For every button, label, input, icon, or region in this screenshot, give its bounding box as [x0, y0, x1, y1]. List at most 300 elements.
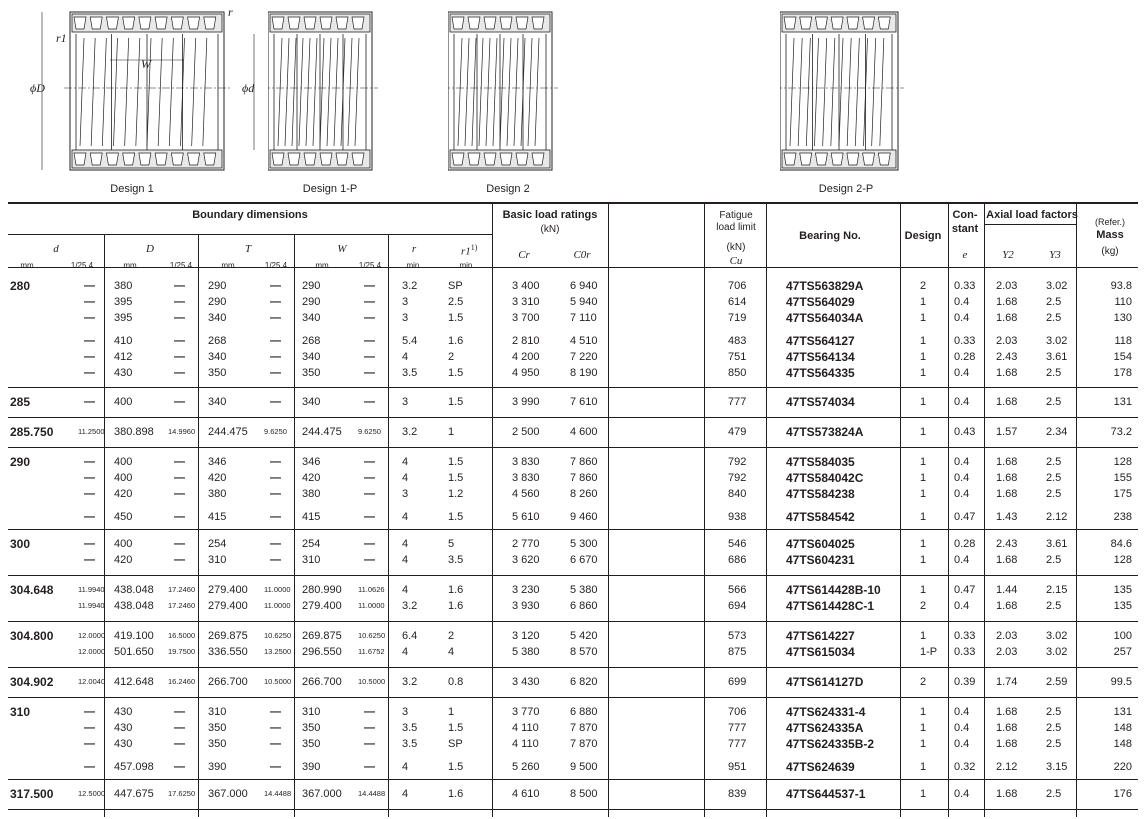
cell: 9 460 [570, 511, 598, 523]
cell: — [84, 472, 95, 484]
cell: — [364, 738, 375, 750]
cell: 0.4 [954, 488, 970, 500]
cell: 1.5 [448, 472, 464, 484]
cell: 350 [302, 722, 321, 734]
cell: 310 [208, 706, 227, 718]
cell: 3 [402, 488, 409, 500]
cell: 350 [302, 738, 321, 750]
cell: 1.68 [996, 788, 1018, 800]
cell: 3 [402, 706, 409, 718]
cell: — [174, 456, 185, 468]
cell: 279.400 [208, 584, 248, 596]
cell: 7 870 [570, 722, 598, 734]
header-mass: Mass [1096, 229, 1124, 241]
cell: 3.2 [402, 600, 418, 612]
table-row [8, 486, 1138, 502]
cell: 47TS614127D [786, 675, 864, 689]
cell: — [174, 351, 185, 363]
cell: 0.43 [954, 426, 976, 438]
label-bore-diameter: ϕd [242, 81, 255, 95]
cell: 11.0000 [264, 601, 291, 610]
cell: 4 560 [512, 488, 540, 500]
cell: 3 930 [512, 600, 540, 612]
cell: 4 200 [512, 351, 540, 363]
cell: 430 [114, 738, 133, 750]
cell: 9.6250 [264, 427, 287, 436]
cell: 9.6250 [358, 427, 381, 436]
cell: 2.03 [996, 280, 1018, 292]
cell: 0.47 [954, 584, 976, 596]
cell: 11.6752 [358, 647, 385, 656]
cell: 367.000 [208, 788, 248, 800]
cell: 244.475 [302, 426, 342, 438]
cell: 47TS624331-4 [786, 705, 866, 719]
cell: 3.5 [402, 367, 418, 379]
cell: 1.57 [996, 426, 1018, 438]
table-row [8, 278, 1138, 294]
cell: 380.898 [114, 426, 154, 438]
cell: 0.4 [954, 738, 970, 750]
cell: 2.5 [1046, 488, 1062, 500]
cell: 2.59 [1046, 676, 1068, 688]
cell: 1 [920, 312, 927, 324]
table-row [8, 424, 1138, 440]
header-r-min: min. [406, 261, 422, 270]
cell: 410 [114, 335, 133, 347]
cell: — [270, 335, 281, 347]
cell: — [270, 396, 281, 408]
cell: 135 [1113, 600, 1132, 612]
table-row [8, 394, 1138, 410]
bore-diameter-mm: 304.648 [10, 583, 54, 597]
cell: 2.5 [1046, 456, 1062, 468]
cell: 1.68 [996, 722, 1018, 734]
cell: 7 610 [570, 396, 598, 408]
cell: 875 [728, 646, 747, 658]
cell: — [364, 554, 375, 566]
cell: 290 [302, 280, 321, 292]
cell: 420 [114, 488, 133, 500]
cell: 686 [728, 554, 747, 566]
cell: — [364, 722, 375, 734]
table-row [8, 454, 1138, 470]
cell: 4 [402, 511, 409, 523]
cell: 2.43 [996, 351, 1018, 363]
cell: 2.5 [1046, 600, 1062, 612]
cell: 13.2500 [264, 647, 292, 656]
cell: 5 940 [570, 296, 598, 308]
cell: 47TS614428B-10 [786, 583, 881, 597]
table-body [8, 268, 1138, 817]
bore-group [8, 698, 1138, 780]
header-r: r [411, 243, 417, 255]
cell: 176 [1113, 788, 1132, 800]
cell: 4 [402, 584, 409, 596]
bore-diameter-mm: 304.800 [10, 629, 54, 643]
cell: — [364, 472, 375, 484]
design-2p-drawing [780, 8, 1030, 180]
cell: 420 [114, 554, 133, 566]
cell: 47TS563829A [786, 279, 864, 293]
cell: 2.34 [1046, 426, 1068, 438]
cell: 3 400 [512, 280, 540, 292]
cell: 3 770 [512, 706, 540, 718]
header-constant-2: stant [951, 223, 979, 235]
cell: — [84, 738, 95, 750]
cell: 47TS584042C [786, 471, 864, 485]
cell: 5 [448, 538, 455, 550]
cell: 17.2460 [168, 585, 196, 594]
cell: 47TS564134 [786, 350, 855, 364]
cell: 573 [728, 630, 747, 642]
cell: SP [448, 738, 463, 750]
cell: 3 830 [512, 472, 540, 484]
cell: 1 [920, 738, 927, 750]
cell: 706 [728, 280, 747, 292]
cell: — [270, 554, 281, 566]
cell: 0.47 [954, 511, 976, 523]
cell: — [174, 280, 185, 292]
cell: 10.6250 [358, 631, 386, 640]
caption-design-2p: Design 2-P [818, 183, 874, 195]
cell: 3.2 [402, 676, 418, 688]
cell: 694 [728, 600, 747, 612]
cell: 719 [728, 312, 747, 324]
cell: 850 [728, 367, 747, 379]
cell: — [84, 335, 95, 347]
cell: 1.2 [448, 488, 464, 500]
cell: 420 [302, 472, 321, 484]
cell: 0.4 [954, 396, 970, 408]
cell: 2.5 [1046, 706, 1062, 718]
cell: 5.4 [402, 335, 418, 347]
cell: 483 [728, 335, 747, 347]
cell: 47TS604231 [786, 553, 855, 567]
cell: — [364, 367, 375, 379]
bore-diameter-mm: 280 [10, 279, 31, 293]
cell: 4 [402, 554, 409, 566]
cell: — [364, 511, 375, 523]
cell: 8 190 [570, 367, 598, 379]
header-boundary-dimensions: Boundary dimensions [192, 209, 308, 221]
cell: — [84, 538, 95, 550]
cell: 0.33 [954, 335, 976, 347]
cell: 412 [114, 351, 133, 363]
cell: 47TS614428C-1 [786, 599, 875, 613]
bore-group [8, 388, 1138, 418]
cell: — [270, 296, 281, 308]
cell: — [84, 706, 95, 718]
cell: 3 [402, 296, 409, 308]
cell: 2.5 [1046, 472, 1062, 484]
cell: 438.048 [114, 600, 154, 612]
cell: — [364, 396, 375, 408]
cell: 14.9960 [168, 427, 196, 436]
cell: 777 [728, 738, 747, 750]
cell: 268 [302, 335, 321, 347]
header-c0r: C0r [573, 249, 591, 261]
cell: — [84, 296, 95, 308]
header-W: W [337, 243, 347, 255]
cell: 47TS573824A [786, 425, 864, 439]
cell: 415 [302, 511, 321, 523]
cell: 777 [728, 722, 747, 734]
cell: 47TS624639 [786, 760, 855, 774]
cell: 395 [114, 312, 133, 324]
header-cr: Cr [518, 249, 530, 261]
cell: 566 [728, 584, 747, 596]
cell: 6 670 [570, 554, 598, 566]
cell: 1.68 [996, 367, 1018, 379]
cell: 3 830 [512, 456, 540, 468]
table-row [8, 470, 1138, 486]
bore-diameter-mm: 304.902 [10, 675, 54, 689]
cell: 3 310 [512, 296, 540, 308]
cell: 16.2460 [168, 677, 196, 686]
cell: 131 [1113, 396, 1132, 408]
cell: 155 [1113, 472, 1132, 484]
cell: — [84, 554, 95, 566]
cell: 310 [302, 554, 321, 566]
cell: 1.68 [996, 456, 1018, 468]
cell: 1.5 [448, 722, 464, 734]
table-row [8, 704, 1138, 720]
cell: — [270, 351, 281, 363]
cell: 269.875 [302, 630, 342, 642]
cell: 1.68 [996, 706, 1018, 718]
caption-design-1p: Design 1-P [302, 183, 358, 195]
cell: 390 [208, 761, 227, 773]
cell: 10.6250 [264, 631, 292, 640]
cell: 268 [208, 335, 227, 347]
cell: 0.4 [954, 456, 970, 468]
cell: 839 [728, 788, 747, 800]
cell: 11.9940 [78, 601, 105, 610]
cell: 1.68 [996, 554, 1018, 566]
cell: 5 420 [570, 630, 598, 642]
cell: 4 [402, 761, 409, 773]
cell: 4 [402, 646, 409, 658]
cell: — [364, 706, 375, 718]
cell: 1 [448, 426, 455, 438]
cell: 751 [728, 351, 747, 363]
cell: 350 [302, 367, 321, 379]
cell: — [174, 472, 185, 484]
cell: 7 220 [570, 351, 598, 363]
cell: 346 [208, 456, 227, 468]
cell: — [270, 722, 281, 734]
cell: 1.74 [996, 676, 1018, 688]
cell: 135 [1113, 584, 1132, 596]
cell: — [84, 488, 95, 500]
cell: 290 [302, 296, 321, 308]
table-header [8, 202, 1138, 268]
cell: 1.5 [448, 456, 464, 468]
cell: 1 [920, 351, 927, 363]
cell: 4 [402, 351, 409, 363]
cell: 430 [114, 367, 133, 379]
cell: 2.15 [1046, 584, 1068, 596]
cell: — [174, 738, 185, 750]
cell: 1.68 [996, 312, 1018, 324]
table-row [8, 310, 1138, 326]
header-D: D [146, 243, 154, 255]
cell: 47TS604025 [786, 537, 855, 551]
cell: 3 [402, 312, 409, 324]
cell: 1 [920, 761, 927, 773]
cell: — [364, 312, 375, 324]
cell: 5 300 [570, 538, 598, 550]
cell: 5 380 [512, 646, 540, 658]
cell: — [174, 367, 185, 379]
cell: — [270, 472, 281, 484]
cell: — [84, 722, 95, 734]
cell: 6 820 [570, 676, 598, 688]
cell: 4 950 [512, 367, 540, 379]
cell: 14.4488 [358, 789, 386, 798]
cell: 178 [1113, 367, 1132, 379]
cell: 7 860 [570, 472, 598, 484]
cell: 2 810 [512, 335, 540, 347]
cell: 457.098 [114, 761, 154, 773]
cell: 2.5 [448, 296, 464, 308]
cell: — [174, 396, 185, 408]
header-basic-load-ratings: Basic load ratings [502, 209, 598, 221]
cell: 1 [920, 788, 927, 800]
cell: 310 [302, 706, 321, 718]
cell: 0.4 [954, 706, 970, 718]
cell: 175 [1113, 488, 1132, 500]
cell: 1.68 [996, 488, 1018, 500]
cell: — [270, 280, 281, 292]
cell: 400 [114, 538, 133, 550]
header-D-inch: 1/25.4 [169, 261, 193, 270]
cell: 0.33 [954, 646, 976, 658]
cell: 269.875 [208, 630, 248, 642]
cell: — [84, 396, 95, 408]
cell: 3.2 [402, 280, 418, 292]
cell: 4 [402, 538, 409, 550]
cell: 0.28 [954, 538, 976, 550]
header-fatigue-unit: (kN) [726, 242, 746, 253]
cell: 447.675 [114, 788, 154, 800]
bore-diameter-mm: 285 [10, 395, 31, 409]
cell: 2.5 [1046, 738, 1062, 750]
cell: 2.03 [996, 630, 1018, 642]
table-row [8, 509, 1138, 525]
cell: 47TS564034A [786, 311, 864, 325]
cell: — [174, 511, 185, 523]
header-T: T [244, 243, 252, 255]
cell: 2.5 [1046, 554, 1062, 566]
cell: 1 [920, 488, 927, 500]
table-row [8, 294, 1138, 310]
cell: 8 500 [570, 788, 598, 800]
label-outer-diameter: ϕD [30, 81, 45, 95]
cell: 0.8 [448, 676, 464, 688]
cell: 148 [1113, 738, 1132, 750]
cell: 3 700 [512, 312, 540, 324]
cell: 3.02 [1046, 646, 1068, 658]
cell: 1.5 [448, 511, 464, 523]
cell: 12.0040 [78, 677, 106, 686]
cell: — [84, 761, 95, 773]
header-fatigue: Fatigue [719, 210, 753, 221]
cell: 0.4 [954, 722, 970, 734]
cell: 3.5 [402, 722, 418, 734]
cell: 430 [114, 706, 133, 718]
cell: 5 610 [512, 511, 540, 523]
cell: 3 620 [512, 554, 540, 566]
cell: 3 230 [512, 584, 540, 596]
cell: 1 [920, 630, 927, 642]
cell: — [270, 706, 281, 718]
cell: 350 [208, 367, 227, 379]
cell: 2.43 [996, 538, 1018, 550]
cell: 6 940 [570, 280, 598, 292]
cell: 6.4 [402, 630, 418, 642]
cell: 706 [728, 706, 747, 718]
cell: 412.648 [114, 676, 154, 688]
cell: — [364, 351, 375, 363]
cell: 4 510 [570, 335, 598, 347]
cell: 3 990 [512, 396, 540, 408]
bore-diameter-mm: 300 [10, 537, 31, 551]
cell: 2.12 [996, 761, 1018, 773]
cell: 438.048 [114, 584, 154, 596]
cell: 47TS564335 [786, 366, 855, 380]
cell: — [84, 351, 95, 363]
cell: 938 [728, 511, 747, 523]
header-W-inch: 1/25.4 [358, 261, 382, 270]
cell: 3.02 [1046, 335, 1068, 347]
cell: 16.5000 [168, 631, 196, 640]
cell: 8 260 [570, 488, 598, 500]
cell: 0.33 [954, 280, 976, 292]
cell: 1.5 [448, 312, 464, 324]
cell: — [364, 335, 375, 347]
cell: 47TS584542 [786, 510, 855, 524]
cell: 2.03 [996, 335, 1018, 347]
cell: — [174, 706, 185, 718]
cell: 2 770 [512, 538, 540, 550]
cell: — [270, 511, 281, 523]
caption-design-2: Design 2 [486, 183, 530, 195]
bore-group [8, 272, 1138, 388]
cell: 3 430 [512, 676, 540, 688]
table-row [8, 644, 1138, 660]
cell: 128 [1113, 456, 1132, 468]
cell: 266.700 [302, 676, 342, 688]
table-row [8, 552, 1138, 568]
cell: 244.475 [208, 426, 248, 438]
cell: 1-P [920, 646, 938, 658]
cell: 2 [920, 600, 927, 612]
cell: 1.68 [996, 600, 1018, 612]
header-cu: Cu [729, 255, 743, 267]
cell: 367.000 [302, 788, 342, 800]
table-row [8, 349, 1138, 365]
cell: 290 [208, 296, 227, 308]
cell: 84.6 [1110, 538, 1132, 550]
cell: — [174, 722, 185, 734]
cell: 350 [208, 738, 227, 750]
header-D-mm: mm [123, 261, 137, 270]
cell: 279.400 [302, 600, 342, 612]
header-r1-min: min. [459, 261, 475, 270]
cell: 3.02 [1046, 280, 1068, 292]
cell: 1.43 [996, 511, 1018, 523]
